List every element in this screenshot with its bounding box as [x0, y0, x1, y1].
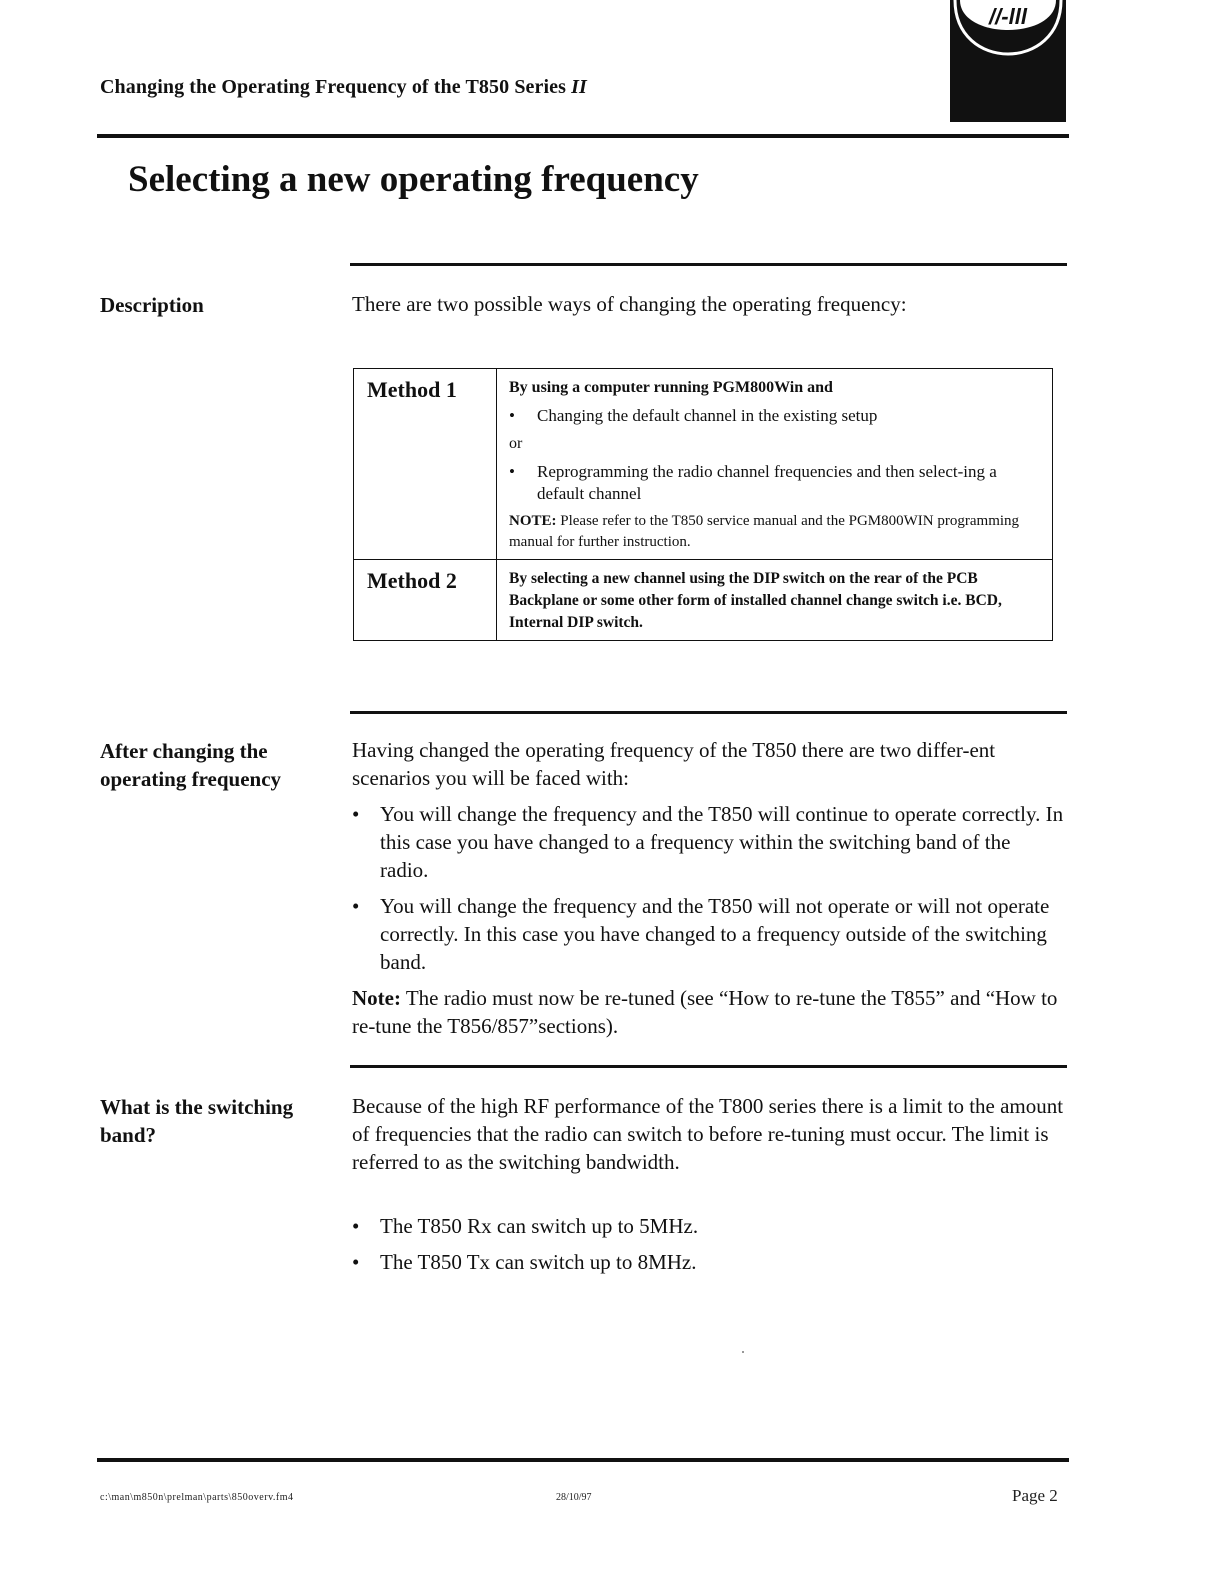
side-heading-switching-band: What is the switching band? — [100, 1095, 294, 1147]
section-rule-description — [350, 263, 1067, 266]
running-head — [100, 76, 587, 99]
scan-speck — [742, 1351, 744, 1353]
method-or: or — [509, 435, 523, 452]
section-rule-switching-band — [350, 1065, 1067, 1068]
footer-page-number: Page 2 — [1012, 1486, 1058, 1505]
after-changing-body — [352, 736, 1064, 1040]
method-lead: By selecting a new channel using the DIP switch on the rear of the PCB Backplane or some other form of installed channel change switch i.e. BCD, Internal DIP switch. — [509, 570, 1002, 631]
methods-table — [353, 368, 1053, 641]
footer-file-path: c:\man\m850n\prelman\parts\850overv.fm4 — [100, 1492, 294, 1503]
method-name: Method 1 — [354, 369, 497, 559]
method-row — [354, 559, 1052, 640]
company-logo — [950, 0, 1066, 122]
description-intro — [352, 290, 1064, 318]
method-bullet: • Reprogramming the radio channel frequencies and then select-ing a default channel — [509, 461, 1042, 505]
switching-band-text: Because of the high RF performance of the T800 series there is a limit to the amount of frequencies that the radio can switch to before re-tuning must occur. The limit is referred to as the switching bandwidth. — [352, 1094, 1064, 1174]
logo-icon — [950, 0, 1066, 122]
footer-date: 28/10/97 — [556, 1492, 592, 1503]
after-changing-bullet: • You will change the frequency and the T850 will not operate or will not operate correctly. In this case you have changed to a frequency outside of the switching band. — [352, 892, 1064, 976]
method-bullet: • Changing the default channel in the existing setup — [509, 405, 1042, 427]
logo-text: //-lll — [989, 4, 1027, 29]
running-head-text: Changing the Operating Frequency of the T850 Series — [100, 76, 567, 98]
method-body — [497, 369, 1052, 559]
method-name: Method 2 — [354, 560, 497, 640]
switching-band-body — [352, 1092, 1064, 1276]
after-changing-note — [352, 984, 1064, 1040]
after-changing-note-text: The radio must now be re-tuned (see “How to re-tune the T855” and “How to re-tune the T856/857”sections). — [352, 986, 1058, 1038]
after-changing-intro: Having changed the operating frequency of the T850 there are two differ-ent scenarios you will be faced with: — [352, 738, 996, 790]
footer-rule — [97, 1458, 1069, 1462]
after-changing-note-label: Note: — [352, 986, 401, 1010]
method-body — [497, 560, 1052, 640]
section-rule-after-changing — [350, 711, 1067, 714]
switching-band-bullet: • The T850 Rx can switch up to 5MHz. — [352, 1212, 1064, 1240]
method-lead: By using a computer running PGM800Win and — [509, 379, 833, 396]
side-heading-after-changing: After changing the operating frequency — [100, 739, 282, 791]
after-changing-bullet: • You will change the frequency and the T850 will continue to operate correctly. In this case you have changed to a frequency within the switching band of the radio. — [352, 800, 1064, 884]
side-heading-description: Description — [100, 293, 204, 317]
switching-band-bullet: • The T850 Tx can switch up to 8MHz. — [352, 1248, 1064, 1276]
description-intro-text: There are two possible ways of changing the operating frequency: — [352, 292, 907, 316]
header-rule — [97, 134, 1069, 138]
method-note-text: Please refer to the T850 service manual and the PGM800WIN programming manual for further instruction. — [509, 513, 1020, 550]
page-title: Selecting a new operating frequency — [128, 159, 699, 200]
method-note-label: NOTE: — [509, 513, 557, 529]
method-row — [354, 369, 1052, 559]
series-numeral: II — [571, 76, 587, 98]
method-note — [509, 511, 1042, 553]
